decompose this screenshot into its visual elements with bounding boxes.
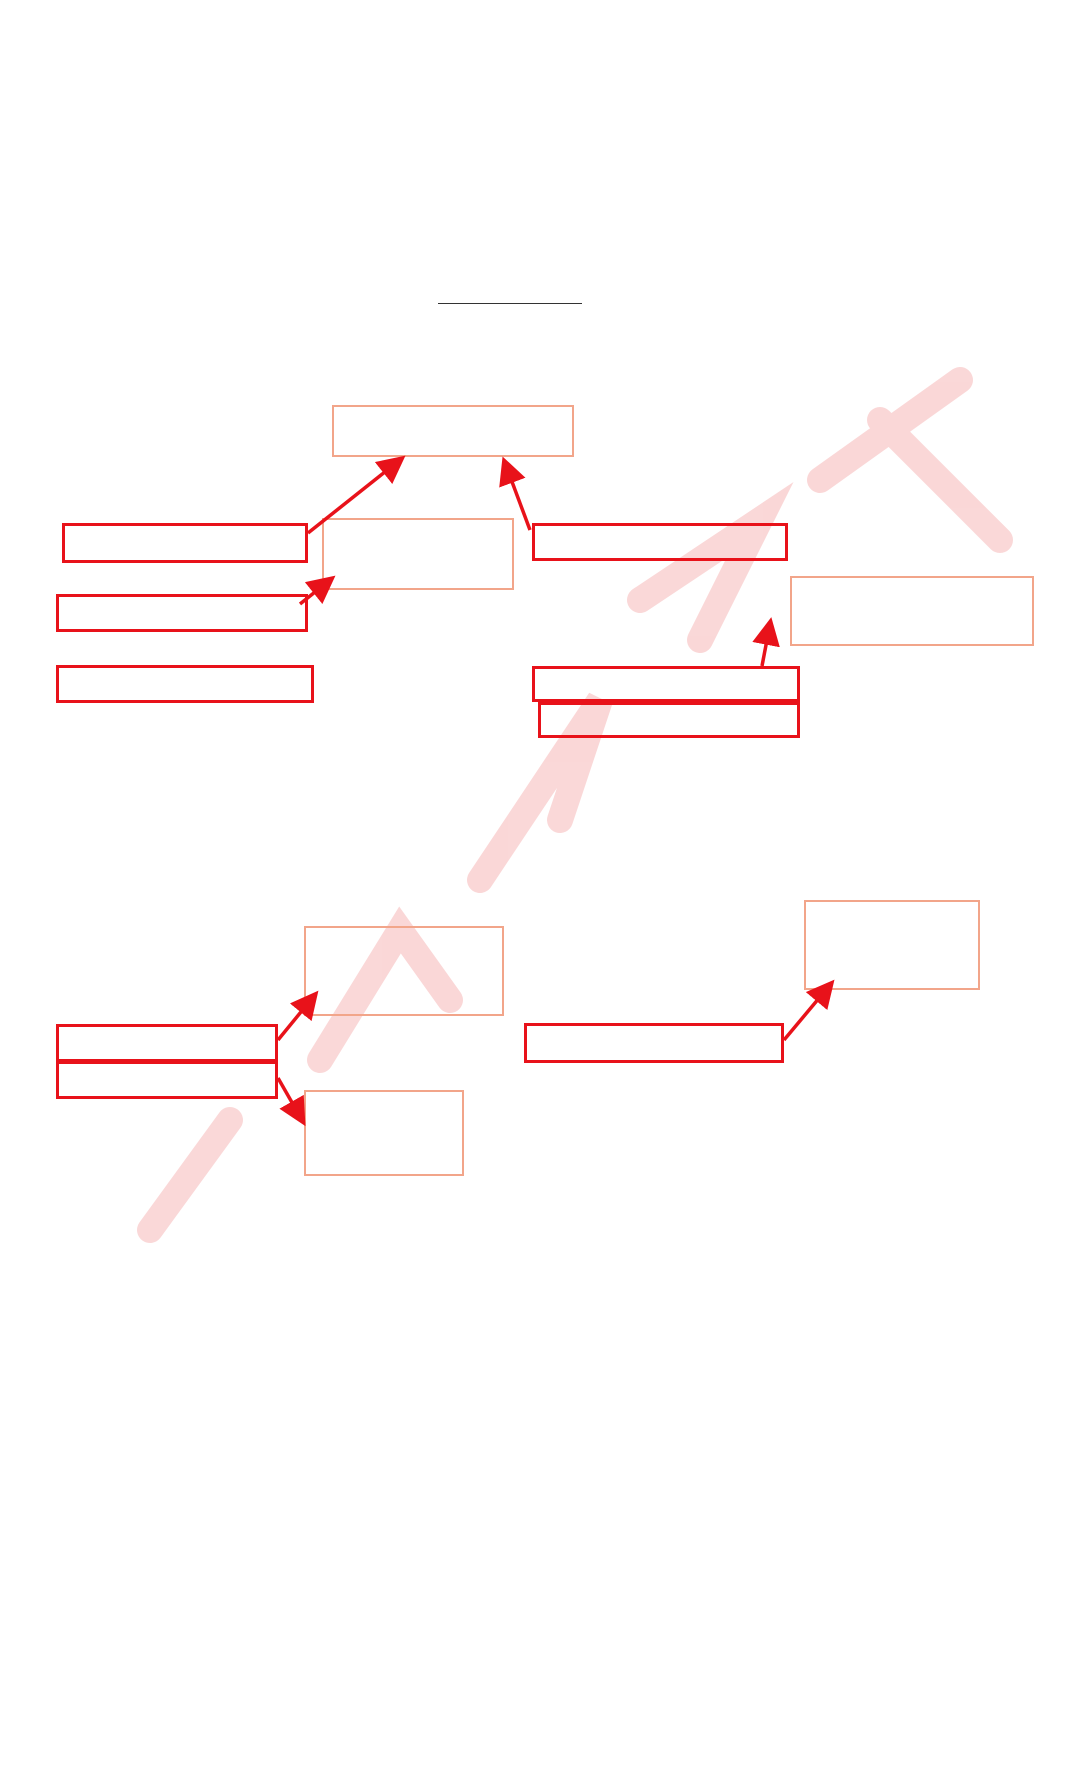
- highlight-notes-accounts-receivable: [62, 523, 308, 563]
- highlight-fixed-assets: [56, 1024, 278, 1062]
- annotation-merge-engineering-materials: [304, 1090, 464, 1176]
- annotation-merge-fixed-assets: [304, 926, 504, 1016]
- highlight-long-term-payables: [524, 1023, 784, 1063]
- highlight-other-receivables: [56, 594, 308, 632]
- highlight-notes-accounts-payable: [532, 523, 788, 561]
- annotation-merge-receivable: [322, 518, 514, 590]
- annotation-merge-payable: [790, 576, 1034, 646]
- highlight-construction-in-progress: [56, 1061, 278, 1099]
- highlight-held-for-sale-assets: [56, 665, 314, 703]
- annotation-merge-special-payables: [804, 900, 980, 990]
- annotation-sync-merge: [332, 405, 574, 457]
- highlight-other-payables: [532, 666, 800, 702]
- highlight-held-for-sale-liabilities: [538, 702, 800, 738]
